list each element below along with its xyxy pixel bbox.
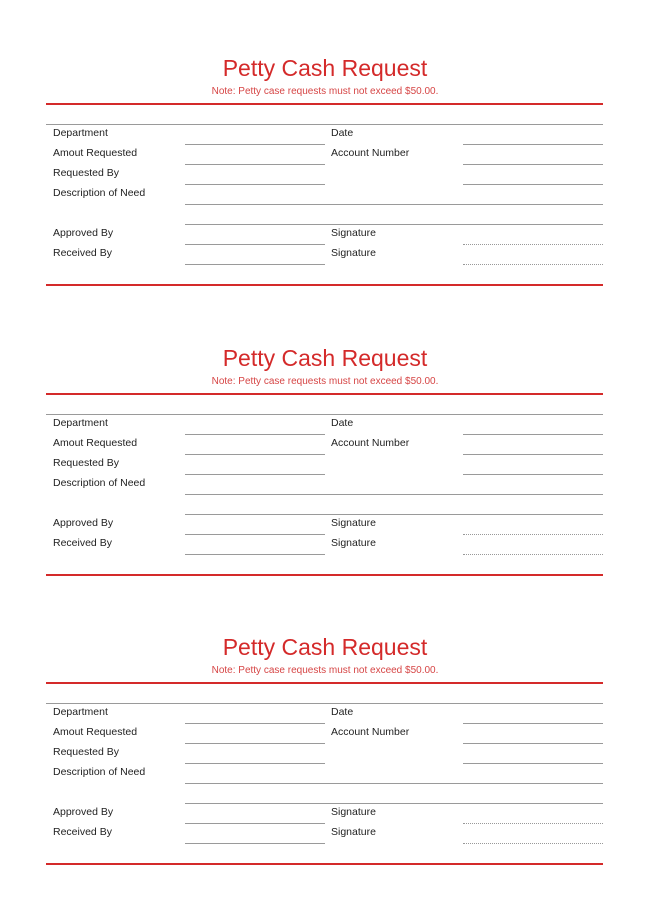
approved-by-field[interactable] (185, 823, 325, 824)
requested-by-label: Requested By (53, 457, 119, 469)
received-by-label: Received By (53, 247, 112, 259)
description-of-need-field[interactable] (185, 204, 603, 205)
approver-signature-field[interactable] (463, 244, 603, 245)
approved-by-label: Approved By (53, 227, 114, 239)
petty-cash-form (0, 579, 650, 838)
department-label: Department (53, 706, 108, 718)
petty-cash-form (0, 290, 650, 549)
amount-requested-field[interactable] (185, 743, 325, 744)
amount-requested-field[interactable] (185, 164, 325, 165)
receiver-signature-field[interactable] (463, 264, 603, 265)
footer-rule (46, 574, 603, 576)
petty-cash-form (0, 0, 650, 259)
approved-by-label: Approved By (53, 806, 114, 818)
account-number-field-line-2[interactable] (463, 184, 603, 185)
approver-signature-label: Signature (331, 227, 376, 239)
account-number-label: Account Number (331, 147, 410, 159)
requested-by-field[interactable] (185, 763, 325, 764)
received-by-label: Received By (53, 537, 112, 549)
date-label: Date (331, 706, 354, 718)
account-number-field-line-2[interactable] (463, 763, 603, 764)
form-note: Note: Petty case requests must not exceed $50.00. (211, 665, 439, 676)
department-field[interactable] (185, 144, 325, 145)
header-rule (46, 103, 603, 105)
description-of-need-label: Description of Need (53, 187, 146, 199)
form-title: Petty Cash Request (222, 55, 428, 81)
account-number-field[interactable] (463, 164, 603, 165)
receiver-signature-label: Signature (331, 247, 376, 259)
description-of-need-label: Description of Need (53, 766, 146, 778)
approved-by-field[interactable] (185, 244, 325, 245)
requested-by-field[interactable] (185, 184, 325, 185)
description-of-need-field[interactable] (185, 783, 603, 784)
received-by-field[interactable] (185, 264, 325, 265)
footer-rule (46, 863, 603, 865)
date-field[interactable] (463, 434, 603, 435)
description-of-need-field-line-2[interactable] (185, 803, 603, 804)
form-title: Petty Cash Request (222, 345, 428, 371)
approver-signature-field[interactable] (463, 534, 603, 535)
received-by-field[interactable] (185, 554, 325, 555)
receiver-signature-field[interactable] (463, 843, 603, 844)
account-number-label: Account Number (331, 437, 410, 449)
top-rule (46, 703, 603, 704)
approver-signature-label: Signature (331, 806, 376, 818)
date-field[interactable] (463, 723, 603, 724)
form-title: Petty Cash Request (222, 634, 428, 660)
date-label: Date (331, 417, 354, 429)
header-rule (46, 682, 603, 684)
date-field[interactable] (463, 144, 603, 145)
receiver-signature-label: Signature (331, 826, 376, 838)
receiver-signature-label: Signature (331, 537, 376, 549)
department-label: Department (53, 127, 108, 139)
amount-requested-label: Amout Requested (53, 726, 138, 738)
approver-signature-label: Signature (331, 517, 376, 529)
approved-by-label: Approved By (53, 517, 114, 529)
received-by-label: Received By (53, 826, 112, 838)
form-note: Note: Petty case requests must not exceed $50.00. (211, 86, 439, 97)
received-by-field[interactable] (185, 843, 325, 844)
description-of-need-label: Description of Need (53, 477, 146, 489)
department-field[interactable] (185, 434, 325, 435)
description-of-need-field-line-2[interactable] (185, 224, 603, 225)
amount-requested-label: Amout Requested (53, 147, 138, 159)
footer-rule (46, 284, 603, 286)
account-number-label: Account Number (331, 726, 410, 738)
requested-by-label: Requested By (53, 167, 119, 179)
department-field[interactable] (185, 723, 325, 724)
top-rule (46, 414, 603, 415)
date-label: Date (331, 127, 354, 139)
top-rule (46, 124, 603, 125)
amount-requested-field[interactable] (185, 454, 325, 455)
amount-requested-label: Amout Requested (53, 437, 138, 449)
description-of-need-field[interactable] (185, 494, 603, 495)
approved-by-field[interactable] (185, 534, 325, 535)
form-note: Note: Petty case requests must not exceed $50.00. (211, 376, 439, 387)
description-of-need-field-line-2[interactable] (185, 514, 603, 515)
account-number-field-line-2[interactable] (463, 474, 603, 475)
header-rule (46, 393, 603, 395)
approver-signature-field[interactable] (463, 823, 603, 824)
receiver-signature-field[interactable] (463, 554, 603, 555)
account-number-field[interactable] (463, 743, 603, 744)
department-label: Department (53, 417, 108, 429)
requested-by-field[interactable] (185, 474, 325, 475)
requested-by-label: Requested By (53, 746, 119, 758)
account-number-field[interactable] (463, 454, 603, 455)
